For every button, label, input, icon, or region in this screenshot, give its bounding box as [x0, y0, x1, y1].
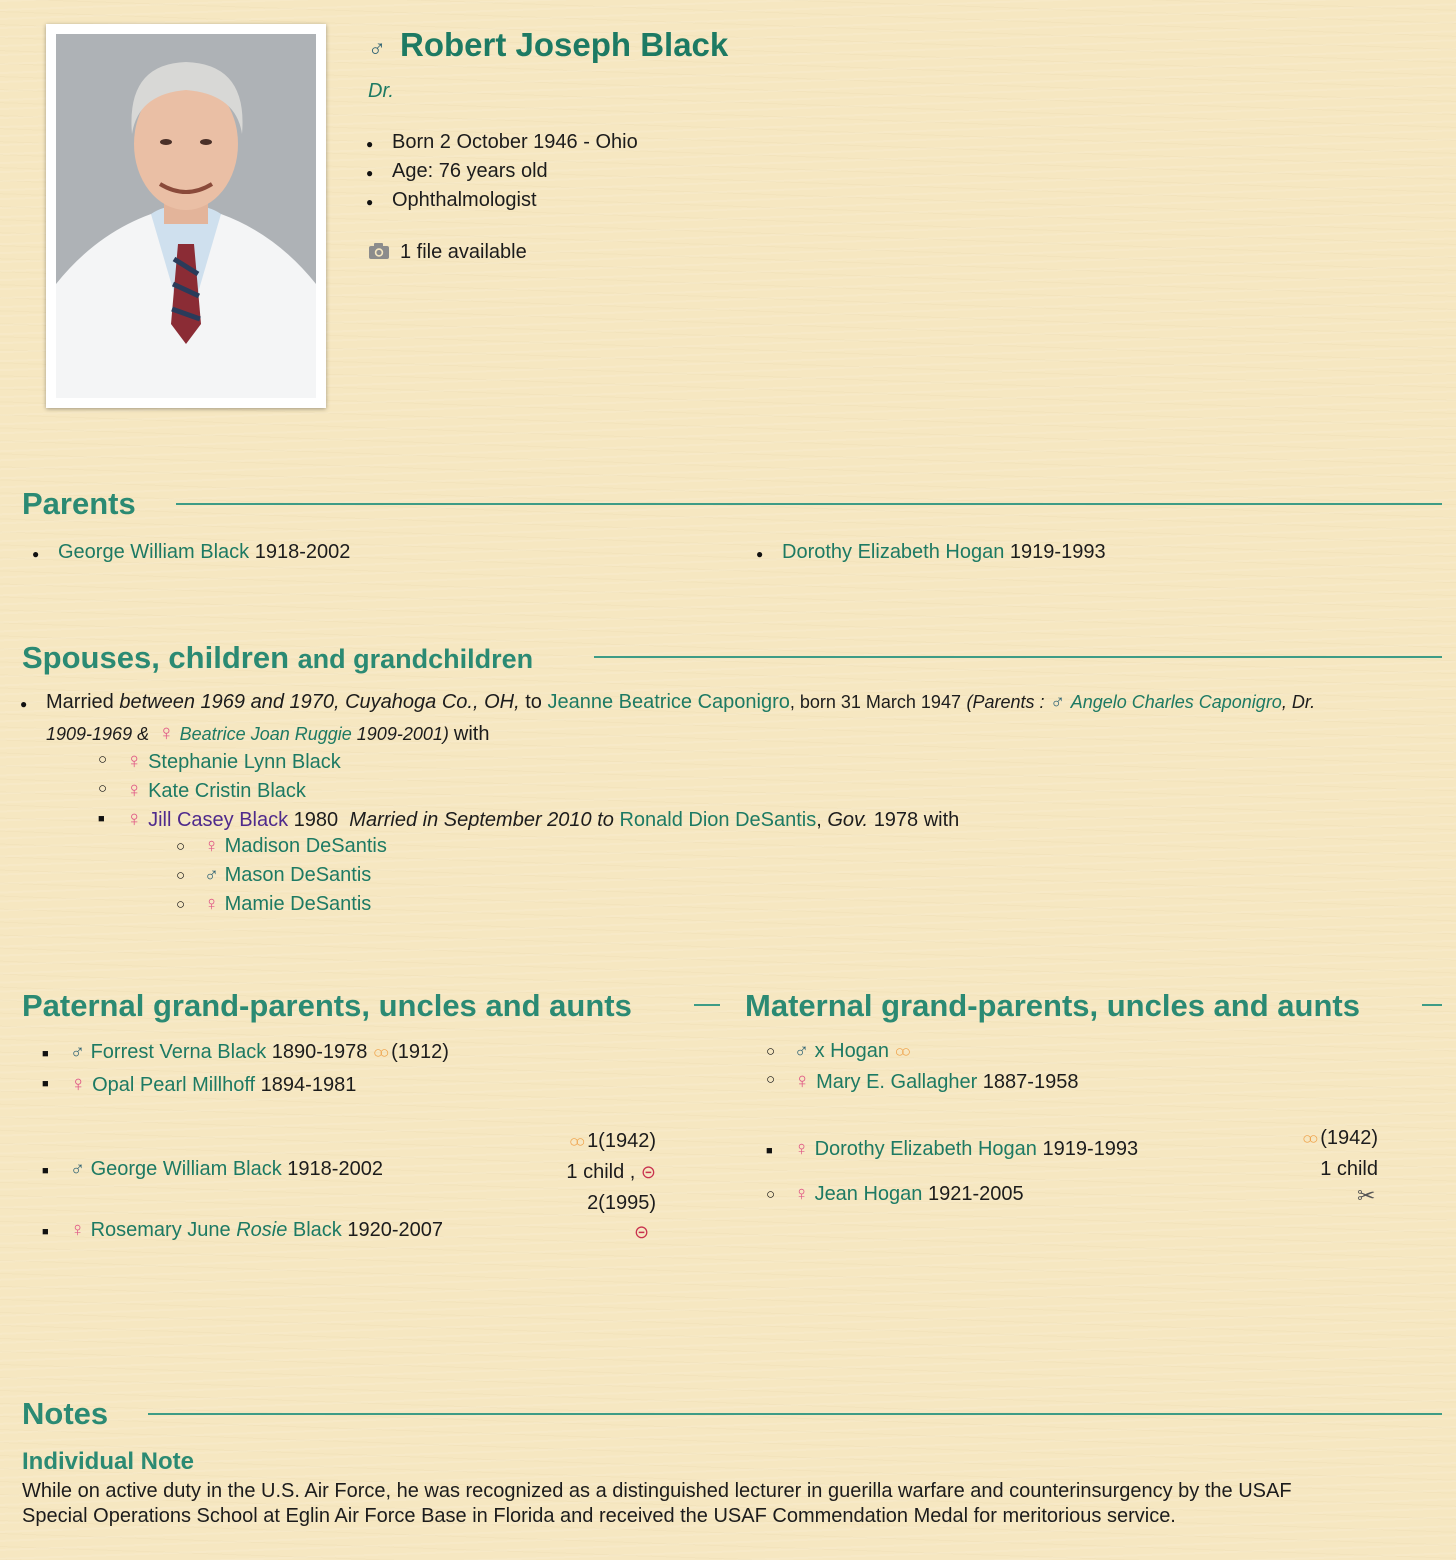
male-icon: ♂ [1050, 691, 1066, 713]
father-link[interactable]: George William Black [58, 541, 250, 563]
mother-link[interactable]: Dorothy Elizabeth Hogan [782, 541, 1005, 563]
child-link[interactable]: Kate Cristin Black [148, 780, 306, 802]
spouse-mother-dates: 1909-2001) [356, 724, 449, 744]
child-link[interactable]: Stephanie Lynn Black [148, 751, 341, 773]
jill-married: Married in September 2010 to [349, 809, 614, 831]
section-divider [176, 503, 1442, 505]
grandchild-link[interactable]: Madison DeSantis [224, 835, 387, 857]
parent-mother [782, 541, 1106, 564]
female-icon: ♀ [126, 806, 143, 831]
rosemary-last: Black [292, 1219, 342, 1241]
camera-icon [368, 242, 390, 260]
parent-father [58, 541, 350, 564]
george-link[interactable]: George William Black [90, 1158, 282, 1180]
george-marriage-1: 1(1942) [587, 1130, 656, 1152]
female-icon: ♀ [204, 893, 219, 915]
jill-spouse-link[interactable]: Ronald Dion DeSantis [619, 809, 817, 831]
section-divider [694, 1004, 720, 1006]
note-line-2: Special Operations School at Eglin Air Force Base in Florida and received the USAF Commendation Medal for meritorious service. [22, 1505, 1176, 1527]
female-icon: ♀ [794, 1138, 809, 1160]
george-marriage-2: 2(1995) [587, 1192, 656, 1214]
portrait-frame[interactable] [46, 24, 326, 408]
section-maternal-title: Maternal grand-parents, uncles and aunts [745, 988, 1360, 1023]
spouse-father-link[interactable]: Angelo Charles Caponigro [1070, 692, 1282, 712]
spouse-link[interactable]: Jeanne Beatrice Caponigro [547, 691, 790, 713]
george-marriages [520, 1126, 656, 1219]
female-icon: ♀ [126, 777, 143, 802]
female-icon: ♀ [158, 720, 175, 745]
aunt-dorothy [794, 1138, 1138, 1161]
wedding-rings-icon: ○○ [568, 1132, 582, 1151]
jean-dates: 1921-2005 [928, 1183, 1024, 1205]
father-dates: 1918-2002 [254, 541, 351, 563]
spouse-born: , born 31 March 1947 [789, 692, 961, 712]
portrait-photo[interactable] [56, 34, 316, 398]
male-icon: ♂ [204, 864, 219, 886]
jill-spouse-title: Gov. [827, 809, 869, 831]
mother-dates: 1919-1993 [1009, 541, 1106, 563]
female-icon: ♀ [794, 1183, 809, 1205]
section-parents-title: Parents [22, 486, 136, 521]
section-notes-title: Notes [22, 1396, 109, 1431]
ampersand: & [137, 724, 150, 744]
child-item [126, 748, 341, 774]
rosemary-link[interactable] [91, 1219, 342, 1241]
portrait-illustration [56, 34, 316, 398]
wedding-rings-icon: ○○ [372, 1043, 386, 1062]
wedding-rings-icon: ○○ [894, 1042, 908, 1061]
married-prefix: Married [46, 691, 114, 713]
maternal-grandfather [794, 1040, 907, 1063]
uncle-george [70, 1158, 383, 1181]
divorce-icon: ⊝ [640, 1162, 656, 1182]
section-divider [1422, 1004, 1442, 1006]
fact-birth: ● Born 2 October 1946 - Ohio [392, 131, 638, 154]
maternal-grandfather-link[interactable]: x Hogan [814, 1040, 890, 1062]
female-icon: ♀ [70, 1219, 85, 1241]
paternal-grandfather [70, 1041, 449, 1064]
note-line-1: While on active duty in the U.S. Air Force, he was recognized as a distinguished lecturer in guerilla warfare and counterinsurgency by the USAF [22, 1480, 1292, 1502]
male-icon: ♂ [70, 1041, 85, 1063]
male-icon: ♂ [70, 1158, 85, 1180]
person-name: Robert Joseph Black [400, 26, 729, 63]
aunt-rosemary [70, 1219, 443, 1242]
jill-spouse-year: 1978 with [873, 809, 960, 831]
paternal-grandfather-dates: 1890-1978 [271, 1041, 368, 1063]
maternal-grandmother-link[interactable]: Mary E. Gallagher [816, 1071, 978, 1093]
maternal-grandmother [794, 1068, 1078, 1094]
dorothy-dates: 1919-1993 [1042, 1138, 1139, 1160]
george-child-count: 1 child , [566, 1161, 636, 1183]
paternal-grandmother [70, 1071, 356, 1097]
section-paternal-title: Paternal grand-parents, uncles and aunts [22, 988, 632, 1023]
jill-year: 1980 [293, 809, 339, 831]
child-link[interactable]: Jill Casey Black [148, 809, 289, 831]
child-item [126, 777, 306, 803]
rosemary-nick: Rosie [236, 1219, 288, 1241]
spouse-father-dates: 1909-1969 [46, 724, 133, 744]
section-divider [594, 656, 1442, 658]
section-spouses-main: Spouses, children [22, 640, 290, 675]
wedding-rings-icon: ○○ [1302, 1129, 1315, 1148]
spouse-parents-open: (Parents : [966, 692, 1045, 712]
grandchild-item [204, 893, 371, 916]
files-count: 1 file available [400, 241, 527, 263]
rosemary-first: Rosemary June [90, 1219, 231, 1241]
female-icon: ♀ [126, 748, 143, 773]
marriage-with: with [453, 723, 490, 745]
paternal-grandfather-link[interactable]: Forrest Verna Black [90, 1041, 267, 1063]
marriage-to: to [525, 691, 542, 713]
scissors-icon: ✂ [1357, 1183, 1376, 1208]
section-spouses-title [22, 640, 533, 676]
person-title: Dr. [368, 80, 394, 102]
dorothy-link[interactable]: Dorothy Elizabeth Hogan [814, 1138, 1037, 1160]
female-icon: ♀ [204, 835, 219, 857]
files-available[interactable] [368, 241, 527, 264]
fact-occupation: ● Ophthalmologist [392, 189, 537, 212]
female-icon: ♀ [794, 1068, 811, 1093]
grandchild-item [204, 835, 387, 858]
section-spouses-tail: and grandchildren [297, 644, 534, 674]
maternal-grandmother-dates: 1887-1958 [982, 1071, 1079, 1093]
divorce-icon: ⊝ [634, 1222, 650, 1242]
person-header [368, 26, 728, 64]
individual-note-heading: Individual Note [22, 1448, 195, 1475]
paternal-grandmother-link[interactable]: Opal Pearl Millhoff [92, 1074, 256, 1096]
dorothy-child-count: 1 child [1320, 1158, 1378, 1180]
grandchild-link[interactable]: Mason DeSantis [224, 864, 372, 886]
female-icon: ♀ [70, 1071, 87, 1096]
grandchild-item [204, 864, 371, 887]
fact-age: ● Age: 76 years old [392, 160, 548, 183]
george-dates: 1918-2002 [287, 1158, 383, 1180]
male-icon: ♂ [368, 35, 386, 62]
rosemary-dates: 1920-2007 [347, 1219, 444, 1241]
marriage-when-where: between 1969 and 1970, Cuyahoga Co., OH, [119, 691, 520, 713]
male-icon: ♂ [794, 1040, 809, 1062]
jean-link[interactable]: Jean Hogan [814, 1183, 923, 1205]
spouse-father-title: , Dr. [1281, 692, 1316, 712]
spouse-mother-link[interactable]: Beatrice Joan Ruggie [179, 724, 352, 744]
jill-spouse-comma: , [816, 809, 822, 831]
section-divider [148, 1413, 1442, 1415]
paternal-grandparents-marriage: (1912) [391, 1041, 449, 1063]
grandchild-link[interactable]: Mamie DeSantis [224, 893, 372, 915]
marriage-line-1 [46, 691, 1315, 714]
paternal-grandmother-dates: 1894-1981 [260, 1074, 357, 1096]
dorothy-marriage-year: (1942) [1320, 1127, 1378, 1149]
aunt-jean [794, 1183, 1024, 1206]
dorothy-marriage [1240, 1123, 1378, 1185]
child-item-jill [126, 806, 959, 832]
marriage-line-2 [46, 720, 489, 746]
